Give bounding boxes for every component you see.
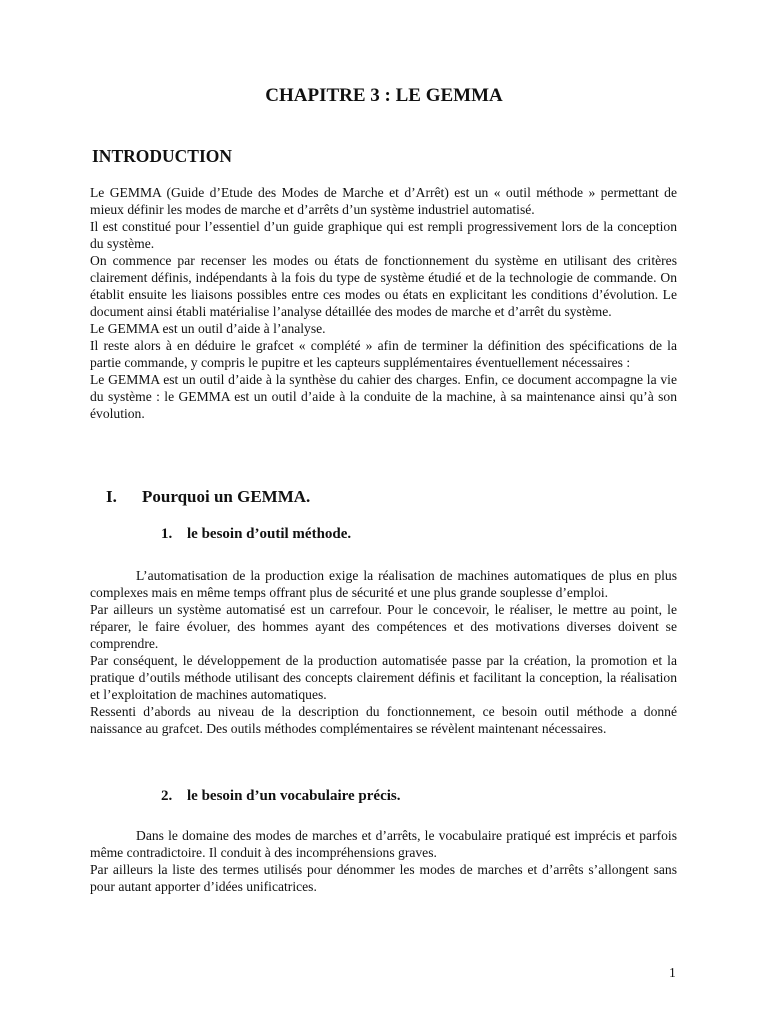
page-number: 1 bbox=[669, 965, 676, 980]
intro-heading: INTRODUCTION bbox=[92, 146, 233, 166]
chapter-title: CHAPITRE 3 : LE GEMMA bbox=[265, 85, 503, 106]
subsection-body bbox=[90, 567, 677, 737]
subsection-number: 1. bbox=[161, 526, 173, 542]
body-paragraph: Par conséquent, le développement de la production automatisée passe par la création, la promotion et la pratique d’outils méthode utilisant des concepts clairement définis et facilitant la conception, la réalisation et l’exploitation de machines automatiques. bbox=[90, 653, 677, 702]
subsection-heading bbox=[161, 526, 351, 543]
body-paragraph: Par ailleurs un système automatisé est un carrefour. Pour le concevoir, le réaliser, le mettre au point, le réparer, le faire évoluer, des hommes ayant des compétences et des motivations diverses doivent se comprendre. bbox=[90, 602, 677, 651]
subsection-title: le besoin d’un vocabulaire précis. bbox=[187, 788, 401, 804]
subsection-heading bbox=[161, 788, 401, 805]
subsection-number: 2. bbox=[161, 788, 173, 804]
intro-body bbox=[90, 184, 677, 422]
section-title: Pourquoi un GEMMA. bbox=[142, 487, 311, 506]
intro-paragraph: Le GEMMA est un outil d’aide à la synthèse du cahier des charges. Enfin, ce document accompagne la vie du système : le GEMMA est un outil d’aide à la conduite de la machine, à sa maintenance ainsi qu’à son évolution. bbox=[90, 372, 677, 421]
intro-paragraph: On commence par recenser les modes ou états de fonctionnement du système en utilisant des critères clairement définis, indépendants à la fois du type de système étudié et de la technologie de commande. On établit ensuite les liaisons possibles entre ces modes ou états en explicitant les conditions d’évolution. Le document ainsi établi matérialise l’analyse détaillée des modes de marche et d’arrêt du système. bbox=[90, 253, 677, 319]
intro-paragraph: Le GEMMA (Guide d’Etude des Modes de Marche et d’Arrêt) est un « outil méthode » permettant de mieux définir les modes de marche et d’arrêts d’un système industriel automatisé. bbox=[90, 185, 677, 217]
subsection-body bbox=[90, 827, 677, 895]
intro-paragraph: Il est constitué pour l’essentiel d’un guide graphique qui est rempli progressivement lors de la conception du système. bbox=[90, 219, 677, 251]
body-paragraph: L’automatisation de la production exige la réalisation de machines automatiques de plus en plus complexes mais en même temps offrant plus de sécurité et une plus grande souplesse d’emploi. bbox=[90, 568, 677, 600]
body-paragraph: Dans le domaine des modes de marches et d’arrêts, le vocabulaire pratiqué est imprécis et parfois même contradictoire. Il conduit à des incompréhensions graves. bbox=[90, 828, 677, 860]
body-paragraph: Ressenti d’abords au niveau de la description du fonctionnement, ce besoin outil méthode a donné naissance au grafcet. Des outils méthodes complémentaires se révèlent maintenant nécessaires. bbox=[90, 704, 677, 736]
section-heading bbox=[106, 487, 310, 507]
intro-paragraph: Il reste alors à en déduire le grafcet « complété » afin de terminer la définition des spécifications de la partie commande, y compris le pupitre et les capteurs supplémentaires éventuellement nécessaires : bbox=[90, 338, 677, 370]
body-paragraph: Par ailleurs la liste des termes utilisés pour dénommer les modes de marches et d’arrêts s’allongent sans pour autant apporter d’idées unificatrices. bbox=[90, 862, 677, 894]
intro-paragraph: Le GEMMA est un outil d’aide à l’analyse. bbox=[90, 321, 326, 336]
section-number: I. bbox=[106, 487, 117, 506]
subsection-title: le besoin d’outil méthode. bbox=[187, 526, 352, 542]
